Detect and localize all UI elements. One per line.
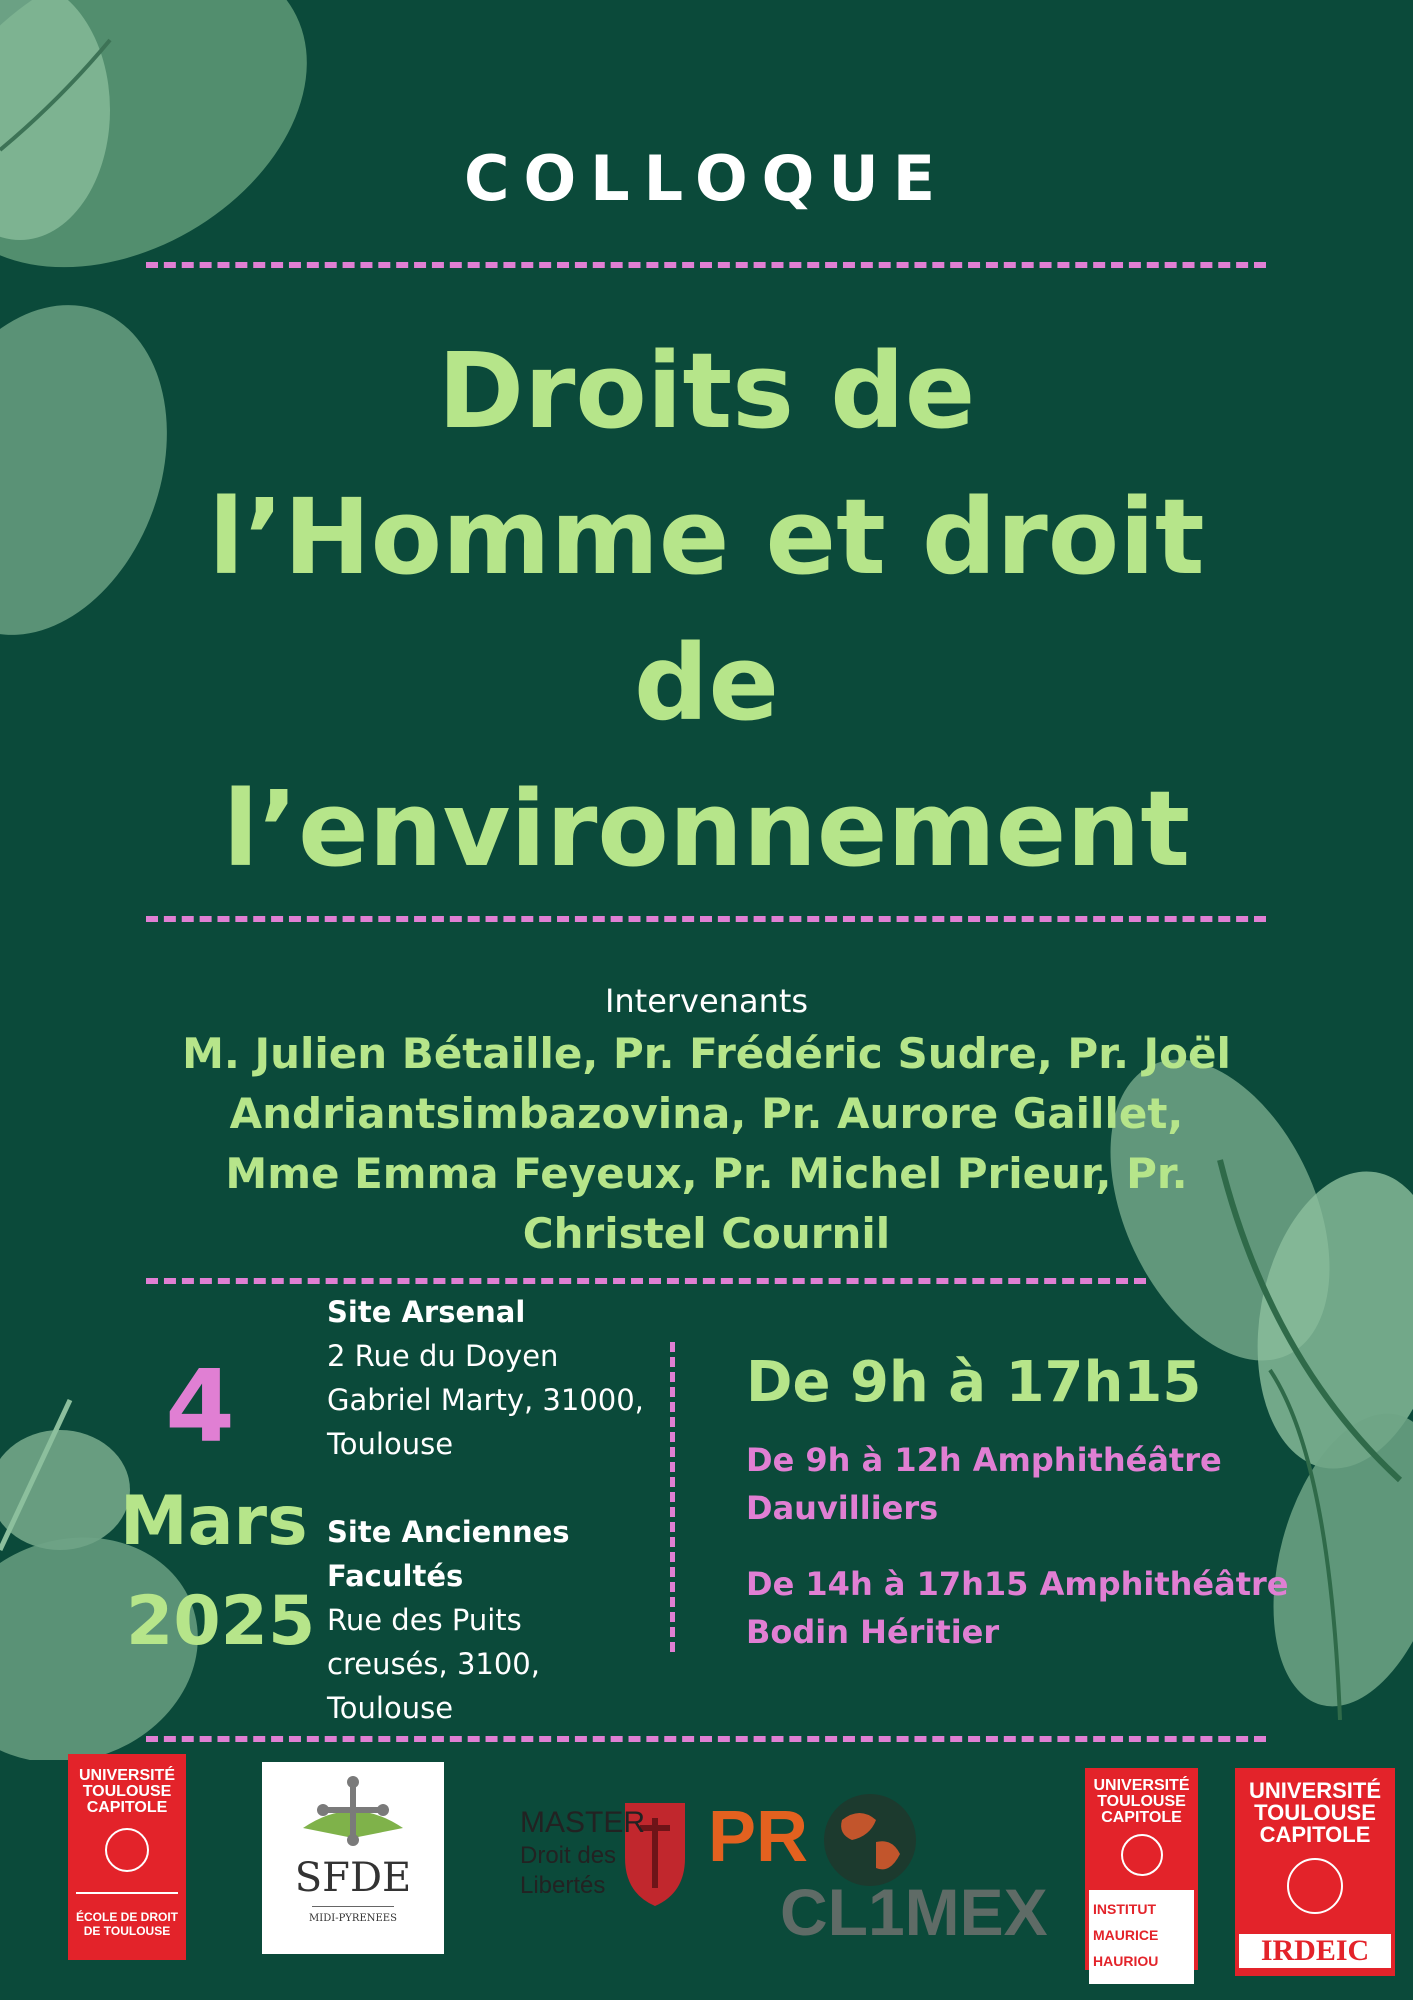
seal-icon bbox=[1287, 1858, 1343, 1914]
logo-text: CAPITOLE bbox=[1101, 1809, 1182, 1826]
logo-text: CAPITOLE bbox=[1259, 1822, 1371, 1847]
sfde-logo bbox=[262, 1762, 444, 1954]
session-line: De 9h à 12h Amphithéâtre bbox=[746, 1441, 1222, 1479]
session-line: Bodin Héritier bbox=[746, 1613, 1000, 1651]
date-year: 2025 bbox=[126, 1582, 316, 1661]
site-anciennes-facultes-address bbox=[327, 1598, 540, 1730]
event-title-line: de bbox=[634, 622, 779, 744]
address-line: Gabriel Marty, 31000, bbox=[327, 1383, 644, 1417]
logo-text: MAURICE bbox=[1093, 1927, 1159, 1943]
event-title-line: Droits de bbox=[437, 330, 976, 452]
logo-text: TOULOUSE bbox=[1254, 1800, 1376, 1825]
logo-text: TOULOUSE bbox=[82, 1783, 172, 1800]
occitan-cross-icon bbox=[293, 1774, 413, 1852]
morning-session bbox=[746, 1436, 1306, 1532]
site-name-line: Facultés bbox=[327, 1559, 464, 1593]
master-line: Droit des bbox=[520, 1842, 617, 1869]
kicker-title: COLLOQUE bbox=[463, 142, 950, 215]
logo-text: UNIVERSITÉ bbox=[1093, 1777, 1190, 1794]
site-anciennes-facultes-name bbox=[327, 1510, 570, 1598]
irdeic-label: IRDEIC bbox=[1239, 1934, 1391, 1968]
afternoon-session bbox=[746, 1560, 1306, 1656]
logo-text: UNIVERSITÉ bbox=[1248, 1778, 1382, 1803]
logo-text: ÉCOLE DE DROIT bbox=[75, 1910, 178, 1924]
logo-text: DE TOULOUSE bbox=[83, 1924, 171, 1938]
address-line: creusés, 3100, bbox=[327, 1647, 540, 1681]
address-line: Toulouse bbox=[327, 1691, 454, 1725]
speakers-list: M. Julien Bétaille, Pr. Frédéric Sudre, Pr. Joël Andriantsimbazovina, Pr. Aurore Gaillet, Mme Emma Feyeux, Pr. Michel Prieur, Pr. Christel Cournil bbox=[182, 1029, 1231, 1258]
speakers-heading: Intervenants bbox=[604, 982, 809, 1020]
date-day: 4 bbox=[165, 1348, 235, 1465]
logo-text: HAURIOU bbox=[1093, 1953, 1159, 1969]
sfde-name: SFDE bbox=[294, 1855, 412, 1901]
divider bbox=[146, 262, 1266, 268]
universite-toulouse-capitole-institut-maurice-hauriou-logo bbox=[1085, 1768, 1198, 1970]
sfde-subtitle: MIDI-PYRENEES bbox=[309, 1913, 397, 1924]
session-line: Dauvilliers bbox=[746, 1489, 939, 1527]
event-title-line: l’Homme et droit bbox=[208, 476, 1205, 598]
event-title-line: l’environnement bbox=[222, 768, 1191, 890]
universite-toulouse-capitole-irdeic-logo bbox=[1235, 1768, 1395, 1976]
proclimex-bottom: CL1MEX bbox=[780, 1875, 1048, 1949]
logo-text: UNIVERSITÉ bbox=[78, 1767, 175, 1784]
proclimex-top: PR bbox=[708, 1797, 809, 1877]
seal-icon bbox=[1121, 1834, 1163, 1876]
universite-toulouse-capitole-ecole-de-droit-logo bbox=[68, 1754, 186, 1960]
vertical-divider bbox=[670, 1342, 675, 1652]
divider bbox=[146, 1278, 1146, 1284]
master-line: Libertés bbox=[520, 1872, 606, 1899]
event-hours: De 9h à 17h15 bbox=[746, 1350, 1202, 1415]
address-line: 2 Rue du Doyen bbox=[327, 1339, 559, 1373]
site-arsenal-name: Site Arsenal bbox=[327, 1295, 526, 1329]
seal-icon bbox=[105, 1828, 149, 1872]
site-name-line: Site Anciennes bbox=[327, 1515, 570, 1549]
logo-text: CAPITOLE bbox=[86, 1799, 168, 1816]
date-month: Mars bbox=[120, 1482, 308, 1561]
logo-text: TOULOUSE bbox=[1097, 1793, 1186, 1810]
session-line: De 14h à 17h15 Amphithéâtre bbox=[746, 1565, 1289, 1603]
event-title bbox=[0, 318, 1413, 902]
master-line: MASTER bbox=[520, 1806, 646, 1839]
proclimex-logo bbox=[708, 1790, 1058, 1949]
divider bbox=[146, 1736, 1266, 1742]
divider bbox=[146, 916, 1266, 922]
address-line: Rue des Puits bbox=[327, 1603, 522, 1637]
master-droit-des-libertes-logo bbox=[520, 1798, 692, 1908]
logo-text: INSTITUT bbox=[1093, 1901, 1156, 1917]
address-line: Toulouse bbox=[327, 1427, 454, 1461]
site-arsenal-address bbox=[327, 1334, 644, 1466]
